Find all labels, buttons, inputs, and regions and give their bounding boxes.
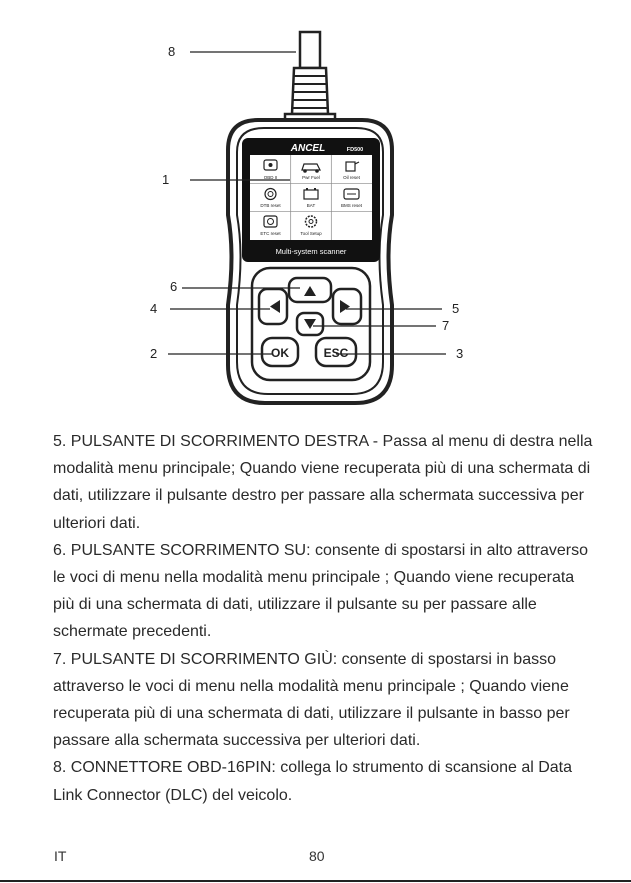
page-number: 80 (309, 848, 325, 864)
callout-6: 6 (170, 279, 178, 294)
paragraph-obd-connector: 8. CONNETTORE OBD-16PIN: collega lo strumento di scansione al Data Link Connector (DLC) del veicolo. (53, 759, 573, 804)
up-button[interactable] (289, 278, 331, 302)
callout-1: 1 (162, 172, 170, 187)
svg-text:OBD II: OBD II (263, 175, 278, 180)
paragraph-right-button: 5. PULSANTE DI SCORRIMENTO DESTRA - Passa al menu di destra nella modalità menu principale; Quando viene recuperata più di una schermata di dati, utilizzare il pulsante destro per passare alla schermata successiva per ulteriori dati. (53, 433, 593, 532)
svg-text:ETC reset: ETC reset (260, 231, 281, 236)
brand-logo: ANCEL (290, 143, 326, 154)
obd-cable (285, 32, 335, 122)
svg-text:BAT: BAT (306, 203, 316, 208)
keypad (252, 268, 370, 380)
svg-text:Tool Setup: Tool Setup (300, 231, 322, 236)
svg-text:Oil reset: Oil reset (343, 175, 360, 180)
footer-language: IT (54, 848, 67, 864)
callout-7: 7 (442, 318, 450, 333)
svg-text:ESC: ESC (323, 346, 349, 360)
svg-text:OK: OK (271, 346, 289, 360)
svg-text:DTB reset: DTB reset (260, 203, 281, 208)
ok-button[interactable] (262, 338, 298, 366)
paragraph-up-button: 6. PULSANTE SCORRIMENTO SU: consente di spostarsi in alto attraverso le voci di menu nella modalità menu principale ; Quando viene recuperata più di una schermata di dati, utilizzare il pulsante su per passare alle schermate precedenti. (53, 541, 589, 641)
right-button[interactable] (333, 289, 361, 324)
down-button[interactable] (297, 313, 323, 335)
model-label: FD500 (346, 147, 364, 153)
screen-caption: Multi-system scanner (275, 247, 347, 256)
svg-text:Pwr Fuel: Pwr Fuel (302, 175, 320, 180)
svg-text:BMS reset: BMS reset (340, 203, 363, 208)
callout-4: 4 (150, 301, 158, 316)
paragraph-down-button: 7. PULSANTE DI SCORRIMENTO GIÙ: consente di spostarsi in basso attraverso le voci di menu nella modalità menu principale ; Quando viene recuperata più di una schermata di dati, utilizzare il pulsante in basso per passare alla schermata successiva per ulteriori dati. (53, 650, 570, 750)
esc-button[interactable] (316, 338, 356, 366)
device-illustration (0, 0, 631, 420)
bottom-rule (0, 880, 631, 882)
callout-5: 5 (452, 301, 460, 316)
callout-8: 8 (168, 44, 176, 59)
left-button[interactable] (259, 289, 287, 324)
callout-3: 3 (456, 346, 464, 361)
callout-2: 2 (150, 346, 158, 361)
instructions-text (53, 428, 593, 809)
device-screen (242, 138, 380, 262)
